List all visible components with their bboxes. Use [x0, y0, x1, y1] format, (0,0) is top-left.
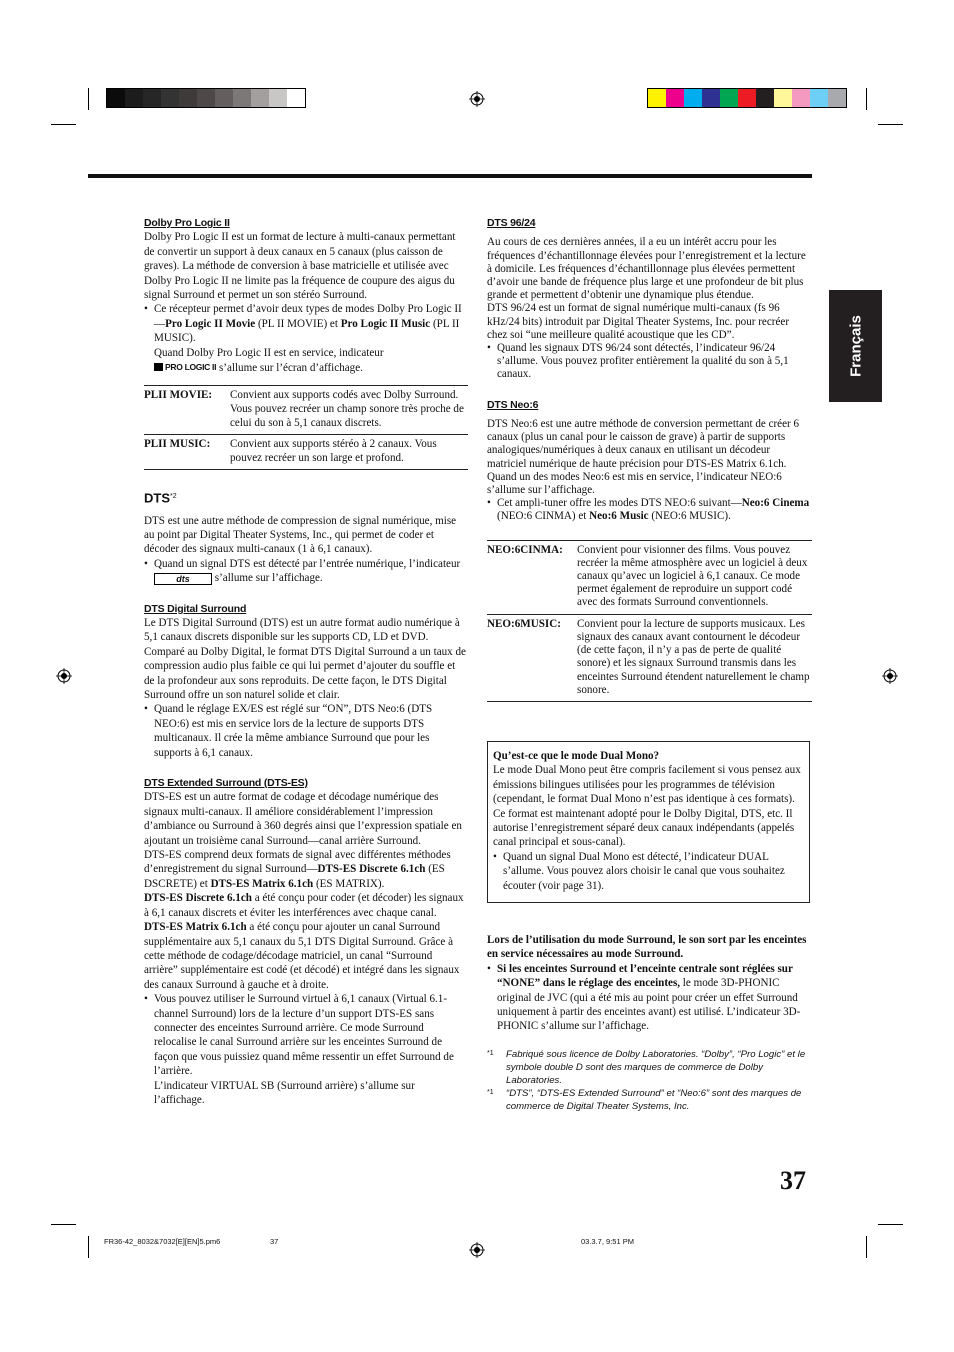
definition: Convient pour visionner des films. Vous pouvez recréer la même atmosphère avec un logiciel à deux canaux qu’avec un logiciel à 6,1 canaux. Ce mode permet également de reproduire un support codé avec des formats Surround conventionnels.: [577, 540, 812, 614]
language-tab-label: Français: [847, 315, 864, 377]
paragraph: Ce format est maintenant adopté pour le Dolby Digital, DTS, etc. Il autorise l’enregistrement séparé deux canaux indépendants (appelés canal principal et sous-canal).: [493, 807, 795, 849]
registration-mark-icon: [469, 1242, 485, 1258]
bullet-item: • Quand un signal Dual Mono est détecté, l’indicateur DUAL s’allume. Vous pouvez alors choisir le canal que vous souhaitez écouter (voir page 31).: [493, 850, 803, 893]
color-swatch: [774, 89, 792, 107]
definition: Convient aux supports codés avec Dolby Surround. Vous pouvez recréer un champ sonore très proche de celui du son à 5,1 canaux discrets.: [230, 386, 468, 435]
registration-mark-icon: [469, 91, 485, 107]
color-swatch: [287, 89, 305, 107]
definition: Convient pour la lecture de supports musicaux. Les signaux des canaux avant contournent le décodeur (de cette façon, il n’y a pas de perte de qualité sonore) et les signaux Surround transmis dans les enceintes Surround étendent naturellement le champ sonore.: [577, 614, 812, 701]
color-swatch: [143, 89, 161, 107]
color-swatch: [810, 89, 828, 107]
paragraph: Dolby Pro Logic II est un format de lecture à multi-canaux permettant de convertir un support à deux canaux en 5 canaux (plus caisson de graves). La méthode de conversion à base matricielle et utilisée avec Dolby Pro Logic II ne limite pas la fréquence de coupure des aigus du signal Surround et permet un son stéréo Surround.: [144, 231, 456, 302]
bullet-item: • Si les enceintes Surround et l’enceinte centrale sont réglées sur “NONE” dans le réglage des enceintes, le mode 3D-PHONIC original de JVC (qui a été mis au point pour créer un effet Surround uniquement à partir des enceintes avant) est utilisé. L’indicateur 3D-PHONIC s’allume sur l’affichage.: [487, 962, 812, 1034]
crop-mark: [51, 124, 76, 125]
slug-date: 03.3.7, 9:51 PM: [581, 1237, 634, 1246]
paragraph: Le DTS Digital Surround (DTS) est un autre format audio numérique à 5,1 canaux discrets disponible sur les supports CD, LD et DVD.: [144, 616, 460, 644]
color-swatch: [792, 89, 810, 107]
definition: Convient aux supports stéréo à 2 canaux. Vous pouvez recréer un son large et profond.: [230, 435, 468, 470]
term: NEO:6CINMA:: [487, 540, 577, 614]
definition-table: [487, 540, 812, 702]
crop-mark: [866, 88, 867, 110]
color-swatch: [684, 89, 702, 107]
color-swatch: [251, 89, 269, 107]
color-swatch: [738, 89, 756, 107]
color-swatch: [161, 89, 179, 107]
surround-note: [487, 933, 812, 1034]
bullet-item: • Ce récepteur permet d’avoir deux types de modes Dolby Pro Logic II—Pro Logic II Movie (PL II MOVIE) et Pro Logic II Music (PL II MUSIC).: [144, 302, 468, 345]
color-bar: [647, 88, 847, 108]
color-swatch: [215, 89, 233, 107]
paragraph: Lors de l’utilisation du mode Surround, le son sort par les enceintes en service nécessaires au mode Surround.: [487, 934, 807, 961]
color-swatch: [125, 89, 143, 107]
section-heading: DTS Digital Surround: [144, 602, 247, 615]
bullet-item: • Quand les signaux DTS 96/24 sont détectés, l’indicateur 96/24 s’allume. Vous pouvez profiter entièrement la qualité du son à 5,1 canaux.: [487, 342, 812, 382]
paragraph: Comparé au Dolby Digital, le format DTS Digital Surround a un taux de compression audio plus faible ce qui lui permet d’ajouter du souffle et de la profondeur aux sons reproduits. De cette façon, le DTS Digital Surround offre un son naturel solide et clair.: [144, 645, 466, 701]
crop-mark: [878, 1224, 903, 1225]
footnote: *1 “DTS”, “DTS-ES Extended Surround” et “Neo:6” sont des marques de commerce de Digital Theater Systems, Inc.: [487, 1088, 802, 1112]
info-box: [487, 741, 810, 903]
paragraph: DTS-ES est un autre format de codage et décodage numérique des signaux multi-canaux. Il améliore considérablement l’impression d’ambiance ou Surround à 360 degrés ainsi que l’expression spatiale en ajoutant un troisième canal Surround—canal arrière Surround.: [144, 791, 462, 847]
slug-page: 37: [270, 1237, 279, 1246]
bullet-item: • Cet ampli-tuner offre les modes DTS NEO:6 suivant—Neo:6 Cinema (NEO:6 CINMA) et Neo:6 Music (NEO:6 MUSIC).: [487, 497, 812, 523]
box-title: Qu’est-ce que le mode Dual Mono?: [493, 750, 660, 762]
color-swatch: [828, 89, 846, 107]
color-swatch: [269, 89, 287, 107]
crop-mark: [88, 88, 89, 110]
slug-file: FR36-42_8032&7032[E][EN]5.pm6: [104, 1237, 221, 1246]
color-swatch: [179, 89, 197, 107]
term: PLII MUSIC:: [144, 435, 230, 470]
bullet-item: • Quand le réglage EX/ES est réglé sur “ON”, DTS Neo:6 (DTS NEO:6) est mis en service lors de la lecture de supports DTS multicanaux. Il crée la même ambiance Surround que pour les supports à 6,1 canaux.: [144, 702, 468, 760]
color-swatch: [666, 89, 684, 107]
bullet-item: • Vous pouvez utiliser le Surround virtuel à 6,1 canaux (Virtual 6.1-channel Surround) lors de la lecture d’un support DTS-ES sans connecter des enceintes Surround arrière. Ce mode Surround relocalise le canal Surround arrière sur les enceintes Surround de façon que vous puissiez quand même ressentir un effet Surround de l’arrière.: [144, 992, 468, 1078]
indicator-note: Quand Dolby Pro Logic II est en service, indicateur: [154, 346, 384, 359]
section-heading: Dolby Pro Logic II: [144, 217, 230, 229]
definition-table: [144, 385, 468, 470]
header-rule: [88, 174, 812, 178]
indicator-note: PRO LOGIC II s’allume sur l’écran d’affichage.: [144, 360, 468, 375]
table-row: [487, 614, 812, 701]
section-heading: DTS Neo:6: [487, 398, 539, 411]
indicator-note: L’indicateur VIRTUAL SB (Surround arrière) s’allume sur l’affichage.: [154, 1079, 415, 1106]
paragraph: DTS-ES comprend deux formats de signal avec différentes méthodes d’enregistrement du signal Surround—DTS-ES Discrete 6.1ch (ES DSCRETE) et DTS-ES Matrix 6.1ch (ES MATRIX).: [144, 849, 451, 890]
left-column: [144, 216, 468, 1107]
color-swatch: [702, 89, 720, 107]
language-tab: [829, 290, 882, 402]
crop-mark: [866, 1236, 867, 1258]
paragraph: DTS-ES Matrix 6.1ch a été conçu pour ajouter un canal Surround supplémentaire aux 5,1 canaux du 5,1 DTS Digital Surround. Grâce à cette méthode de codage/décodage matriciel, un canal “Surround arrière” supplémentaire est codé (et décodé) et intégré dans les signaux des canaux Surround à gauche et à droite.: [144, 921, 460, 991]
table-row: [487, 540, 812, 614]
term: NEO:6MUSIC:: [487, 614, 577, 701]
paragraph: DTS Neo:6 est une autre méthode de conversion permettant de créer 6 canaux (plus un canal pour le caisson de grave) à partir de supports analogiques/numériques à deux canaux en utilisant un décodeur matriciel numérique de haute précision pour DTS-ES Matrix 6.1ch. Quand un des modes Neo:6 est mis en service, l’indicateur NEO:6 s’allume sur l’affichage.: [487, 418, 800, 497]
color-swatch: [648, 89, 666, 107]
prologic-indicator-icon: PRO LOGIC II: [154, 360, 216, 374]
section-heading: DTS$^{*2}$: [144, 491, 177, 507]
dts-indicator-icon: dts: [154, 573, 212, 585]
section-heading: DTS 96/24: [487, 217, 536, 229]
registration-mark-icon: [882, 668, 898, 684]
table-row: [144, 435, 468, 470]
footnote: *1 Fabriqué sous licence de Dolby Laboratories. “Dolby”, “Pro Logic” et le symbole double D sont des marques de commerce de Dolby Laboratories.: [487, 1049, 806, 1086]
color-swatch: [720, 89, 738, 107]
color-swatch: [197, 89, 215, 107]
color-swatch: [756, 89, 774, 107]
term: PLII MOVIE:: [144, 386, 230, 435]
bullet-item: • Quand un signal DTS est détecté par l’entrée numérique, l’indicateur dts s’allume sur l’affichage.: [144, 557, 468, 586]
section-heading: DTS Extended Surround (DTS-ES): [144, 777, 308, 790]
table-row: [144, 386, 468, 435]
paragraph: Le mode Dual Mono peut être compris facilement si vous pensez aux émissions bilingues utilisées pour les programmes de télévision (cependant, le format Dual Mono n’est pas identique à ces formats).: [493, 764, 801, 806]
color-swatch: [233, 89, 251, 107]
crop-mark: [878, 124, 903, 125]
paragraph: DTS 96/24 est un format de signal numérique multi-canaux (fs 96 kHz/24 bits) introduit par Digital Theater Systems, Inc. pour recréer chez soi “une meilleure qualité acoustique que les CD”.: [487, 302, 790, 341]
right-column: [487, 216, 812, 702]
page-number: 37: [780, 1166, 806, 1195]
registration-mark-icon: [56, 668, 72, 684]
crop-mark: [51, 1224, 76, 1225]
grayscale-bar: [106, 88, 306, 108]
paragraph: DTS est une autre méthode de compression de signal numérique, mise au point par Digital Theater Systems, Inc., qui permet de coder et décoder des signaux multi-canaux (1 à 6,1 canaux).: [144, 514, 457, 556]
paragraph: Au cours de ces dernières années, il a eu un intérêt accru pour les fréquences d’échantillonnage élevées pour l’enregistrement et la lecture à domicile. Les fréquences d’échantillonnage plus élevées permettent d’avoir une bande de fréquence plus large et une profondeur de bit plus grande et permettent d’obtenir une dynamique plus étendue.: [487, 236, 806, 302]
paragraph: DTS-ES Discrete 6.1ch a été conçu pour coder (et décoder) les signaux à 6,1 canaux discrets et éviter les interférences avec chaque canal.: [144, 892, 464, 919]
footnotes: [487, 1048, 812, 1113]
crop-mark: [88, 1236, 89, 1258]
color-swatch: [107, 89, 125, 107]
